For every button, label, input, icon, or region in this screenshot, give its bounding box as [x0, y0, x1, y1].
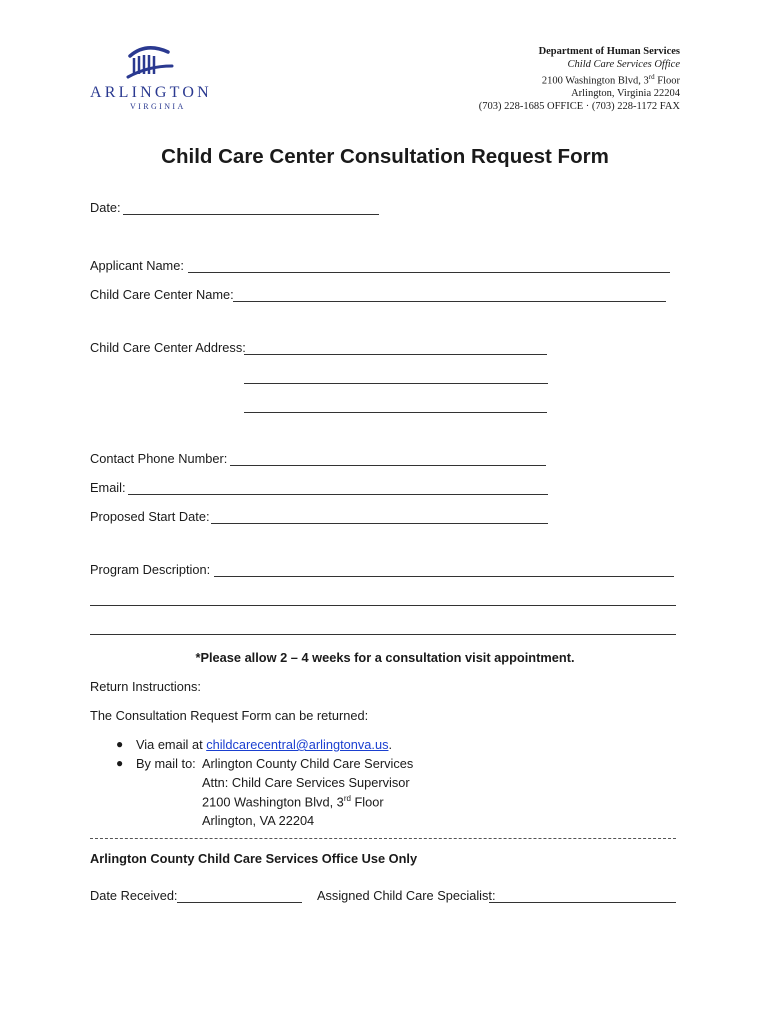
center-address-field-3[interactable] [244, 412, 547, 413]
mail-address-line-4: Arlington, VA 22204 [202, 813, 315, 828]
date-label: Date: [90, 200, 121, 215]
scheduling-note: *Please allow 2 – 4 weeks for a consultation visit appointment. [195, 650, 575, 665]
assigned-specialist-label: Assigned Child Care Specialist: [317, 888, 496, 903]
logo-wordmark: ARLINGTON [90, 84, 212, 101]
arlington-logo-icon [126, 44, 176, 84]
office-name: Child Care Services Office [567, 58, 680, 70]
office-street: 2100 Washington Blvd, 3rd Floor [541, 73, 680, 87]
return-instructions-heading: Return Instructions: [90, 679, 201, 694]
contact-phone-field[interactable] [230, 465, 546, 466]
office-phone: (703) 228-1685 OFFICE · (703) 228-1172 FAX [478, 100, 680, 112]
bullet-icon: ● [116, 756, 124, 770]
program-description-field-2[interactable] [90, 605, 676, 606]
contact-phone-label: Contact Phone Number: [90, 451, 228, 466]
office-city: Arlington, Virginia 22204 [571, 88, 680, 99]
program-description-field-3[interactable] [90, 634, 676, 635]
assigned-specialist-field[interactable] [489, 902, 676, 903]
mail-address-line-1: Arlington County Child Care Services [202, 756, 414, 771]
divider [90, 838, 676, 839]
center-address-field-2[interactable] [244, 383, 548, 384]
center-name-field[interactable] [233, 301, 666, 302]
logo-subtitle: VIRGINIA [130, 102, 186, 111]
mail-return-prefix: By mail to: [136, 756, 196, 771]
program-description-field-1[interactable] [214, 576, 674, 577]
department-name: Department of Human Services [538, 46, 680, 57]
center-address-label: Child Care Center Address: [90, 340, 246, 355]
date-received-field[interactable] [177, 902, 302, 903]
department-header [479, 46, 680, 113]
start-date-label: Proposed Start Date: [90, 509, 210, 524]
applicant-name-label: Applicant Name: [90, 258, 184, 273]
form-title: Child Care Center Consultation Request Form [161, 145, 609, 168]
applicant-name-field[interactable] [188, 272, 670, 273]
mail-address-line-3: 2100 Washington Blvd, 3rd Floor [202, 794, 384, 810]
office-use-heading: Arlington County Child Care Services Office Use Only [90, 851, 418, 866]
center-name-label: Child Care Center Name: [90, 287, 234, 302]
bullet-icon: ● [116, 737, 124, 751]
email-label: Email: [90, 480, 126, 495]
date-field[interactable] [123, 214, 379, 215]
return-instructions-intro: The Consultation Request Form can be returned: [90, 708, 369, 723]
start-date-field[interactable] [211, 523, 548, 524]
center-address-field-1[interactable] [244, 354, 547, 355]
email-link[interactable]: childcarecentral@arlingtonva.us [206, 737, 389, 752]
mail-address-line-2: Attn: Child Care Services Supervisor [202, 775, 410, 790]
email-field[interactable] [128, 494, 548, 495]
program-description-label: Program Description: [90, 562, 211, 577]
email-return-option: Via email at childcarecentral@arlingtonva.us. [136, 737, 393, 752]
date-received-label: Date Received: [90, 888, 178, 903]
